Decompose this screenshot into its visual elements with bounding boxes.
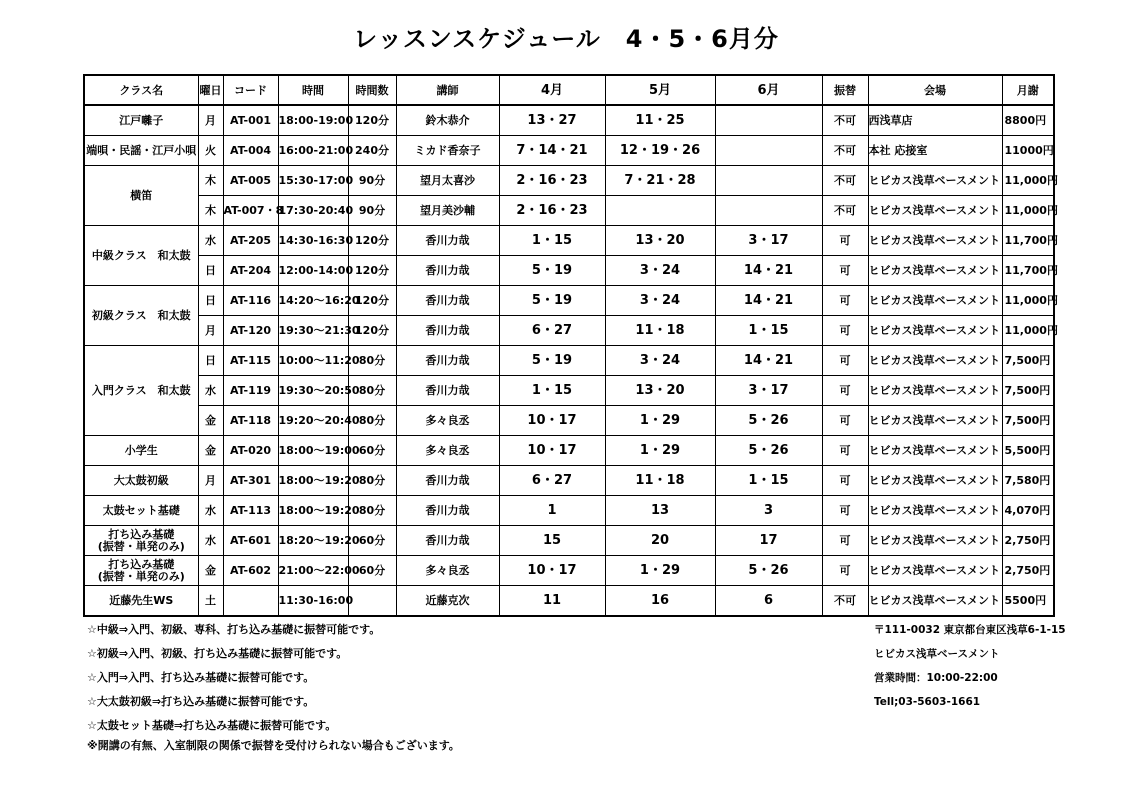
class-note: (振替・単発のみ) bbox=[97, 569, 185, 583]
teacher-cell: 香川力哉 bbox=[396, 526, 499, 556]
hours-cell: 60分 bbox=[348, 556, 396, 586]
transfer-cell: 可 bbox=[822, 376, 868, 406]
class-name-cell: 初級クラス 和太鼓 bbox=[84, 286, 198, 346]
table-row bbox=[84, 526, 1054, 556]
note-item: ☆初級⇒入門、初級、打ち込み基礎に振替可能です。 bbox=[87, 647, 348, 660]
transfer-cell: 不可 bbox=[822, 136, 868, 166]
may-dates: 13・20 bbox=[605, 376, 715, 406]
schedule-body bbox=[84, 105, 1058, 616]
may-dates: 1・29 bbox=[605, 556, 715, 586]
april-dates: 5・19 bbox=[499, 346, 605, 376]
class-name-cell: 太鼓セット基礎 bbox=[84, 496, 198, 526]
day-cell: 木 bbox=[198, 196, 223, 226]
april-dates: 10・17 bbox=[499, 406, 605, 436]
transfer-cell: 可 bbox=[822, 286, 868, 316]
code-cell: AT-602 bbox=[223, 556, 278, 586]
code-cell: AT-120 bbox=[223, 316, 278, 346]
notes-list bbox=[87, 622, 460, 762]
header-time: 時間 bbox=[278, 75, 348, 105]
day-cell: 日 bbox=[198, 286, 223, 316]
venue-cell: 本社 応接室 bbox=[868, 136, 1002, 166]
code-cell: AT-205 bbox=[223, 226, 278, 256]
april-dates: 5・19 bbox=[499, 286, 605, 316]
class-name-cell: 近藤先生WS bbox=[84, 586, 198, 617]
april-dates: 2・16・23 bbox=[499, 166, 605, 196]
hours-cell: 90分 bbox=[348, 166, 396, 196]
transfer-cell: 可 bbox=[822, 496, 868, 526]
teacher-cell: 香川力哉 bbox=[396, 376, 499, 406]
april-dates: 6・27 bbox=[499, 466, 605, 496]
code-cell: AT-004 bbox=[223, 136, 278, 166]
teacher-cell: 香川力哉 bbox=[396, 316, 499, 346]
table-row bbox=[84, 196, 1054, 226]
table-row bbox=[84, 136, 1054, 166]
april-dates: 1・15 bbox=[499, 376, 605, 406]
code-cell: AT-005 bbox=[223, 166, 278, 196]
april-dates: 5・19 bbox=[499, 256, 605, 286]
june-dates: 1・15 bbox=[715, 316, 822, 346]
hours-cell: 240分 bbox=[348, 136, 396, 166]
june-dates bbox=[715, 105, 822, 136]
time-cell: 21:00～22:00 bbox=[278, 556, 348, 586]
venue-cell: ヒビカス浅草ベースメント bbox=[868, 466, 1002, 496]
day-cell: 水 bbox=[198, 226, 223, 256]
may-dates: 7・21・28 bbox=[605, 166, 715, 196]
venue-cell: ヒビカス浅草ベースメント bbox=[868, 256, 1002, 286]
june-dates: 14・21 bbox=[715, 346, 822, 376]
class-name-cell bbox=[84, 556, 198, 586]
fee-cell: 11,000円 bbox=[1002, 196, 1054, 226]
code-cell: AT-113 bbox=[223, 496, 278, 526]
day-cell: 金 bbox=[198, 556, 223, 586]
teacher-cell: 香川力哉 bbox=[396, 286, 499, 316]
venue-cell: 西浅草店 bbox=[868, 105, 1002, 136]
fee-cell: 8800円 bbox=[1002, 105, 1054, 136]
header-day: 曜日 bbox=[198, 75, 223, 105]
teacher-cell: 香川力哉 bbox=[396, 466, 499, 496]
venue-cell: ヒビカス浅草ベースメント bbox=[868, 286, 1002, 316]
june-dates: 14・21 bbox=[715, 256, 822, 286]
day-cell: 金 bbox=[198, 436, 223, 466]
time-cell: 14:30-16:30 bbox=[278, 226, 348, 256]
header-code: コード bbox=[223, 75, 278, 105]
table-row bbox=[84, 556, 1054, 586]
business-hours: 営業時間：10:00-22:00 bbox=[874, 672, 998, 684]
transfer-cell: 可 bbox=[822, 526, 868, 556]
header-april: 4月 bbox=[499, 75, 605, 105]
table-row bbox=[84, 105, 1054, 136]
day-cell: 日 bbox=[198, 346, 223, 376]
teacher-cell: 香川力哉 bbox=[396, 256, 499, 286]
may-dates: 11・25 bbox=[605, 105, 715, 136]
time-cell: 10:00～11:20 bbox=[278, 346, 348, 376]
table-row bbox=[84, 316, 1054, 346]
venue-cell: ヒビカス浅草ベースメント bbox=[868, 196, 1002, 226]
venue-cell: ヒビカス浅草ベースメント bbox=[868, 346, 1002, 376]
june-dates: 5・26 bbox=[715, 406, 822, 436]
note-item: ☆中級⇒入門、初級、専科、打ち込み基礎に振替可能です。 bbox=[87, 623, 381, 636]
day-cell: 火 bbox=[198, 136, 223, 166]
time-cell: 18:00～19:20 bbox=[278, 496, 348, 526]
day-cell: 水 bbox=[198, 526, 223, 556]
table-row bbox=[84, 286, 1054, 316]
venue-cell: ヒビカス浅草ベースメント bbox=[868, 526, 1002, 556]
june-dates: 3 bbox=[715, 496, 822, 526]
teacher-cell: 香川力哉 bbox=[396, 346, 499, 376]
note-item: ☆入門⇒入門、打ち込み基礎に振替可能です。 bbox=[87, 671, 315, 684]
may-dates: 3・24 bbox=[605, 256, 715, 286]
fee-cell: 7,500円 bbox=[1002, 376, 1054, 406]
transfer-cell: 可 bbox=[822, 436, 868, 466]
may-dates: 3・24 bbox=[605, 286, 715, 316]
time-cell: 19:30～21:30 bbox=[278, 316, 348, 346]
hours-cell bbox=[348, 586, 396, 617]
time-cell: 11:30-16:00 bbox=[278, 586, 348, 617]
day-cell: 月 bbox=[198, 316, 223, 346]
schedule-table bbox=[83, 74, 1058, 617]
june-dates: 17 bbox=[715, 526, 822, 556]
time-cell: 18:20～19:20 bbox=[278, 526, 348, 556]
june-dates bbox=[715, 196, 822, 226]
code-cell: AT-020 bbox=[223, 436, 278, 466]
venue-cell: ヒビカス浅草ベースメント bbox=[868, 376, 1002, 406]
code-cell: AT-301 bbox=[223, 466, 278, 496]
venue-cell: ヒビカス浅草ベースメント bbox=[868, 556, 1002, 586]
venue-name: ヒビカス浅草ベースメント bbox=[874, 648, 1000, 660]
teacher-cell: 近藤克次 bbox=[396, 586, 499, 617]
venue-cell: ヒビカス浅草ベースメント bbox=[868, 316, 1002, 346]
may-dates: 13 bbox=[605, 496, 715, 526]
transfer-cell: 不可 bbox=[822, 586, 868, 617]
day-cell: 水 bbox=[198, 376, 223, 406]
teacher-cell: 香川力哉 bbox=[396, 496, 499, 526]
fee-cell: 4,070円 bbox=[1002, 496, 1054, 526]
code-cell: AT-204 bbox=[223, 256, 278, 286]
transfer-cell: 可 bbox=[822, 256, 868, 286]
april-dates: 10・17 bbox=[499, 436, 605, 466]
hours-cell: 120分 bbox=[348, 286, 396, 316]
table-row bbox=[84, 436, 1054, 466]
may-dates: 1・29 bbox=[605, 436, 715, 466]
may-dates: 11・18 bbox=[605, 466, 715, 496]
class-name-cell: 中級クラス 和太鼓 bbox=[84, 226, 198, 286]
note-item: ※開講の有無、入室制限の関係で振替を受付けられない場合もございます。 bbox=[87, 739, 460, 752]
header-class: クラス名 bbox=[84, 75, 198, 105]
may-dates: 13・20 bbox=[605, 226, 715, 256]
day-cell: 木 bbox=[198, 166, 223, 196]
april-dates: 6・27 bbox=[499, 316, 605, 346]
code-cell bbox=[223, 586, 278, 617]
june-dates: 5・26 bbox=[715, 556, 822, 586]
code-cell: AT-118 bbox=[223, 406, 278, 436]
venue-cell: ヒビカス浅草ベースメント bbox=[868, 226, 1002, 256]
venue-cell: ヒビカス浅草ベースメント bbox=[868, 436, 1002, 466]
june-dates: 3・17 bbox=[715, 376, 822, 406]
time-cell: 18:00-19:00 bbox=[278, 105, 348, 136]
june-dates: 1・15 bbox=[715, 466, 822, 496]
time-cell: 17:30-20:40 bbox=[278, 196, 348, 226]
april-dates: 1 bbox=[499, 496, 605, 526]
hours-cell: 90分 bbox=[348, 196, 396, 226]
hours-cell: 80分 bbox=[348, 466, 396, 496]
june-dates: 5・26 bbox=[715, 436, 822, 466]
fee-cell: 11,000円 bbox=[1002, 166, 1054, 196]
april-dates: 7・14・21 bbox=[499, 136, 605, 166]
day-cell: 土 bbox=[198, 586, 223, 617]
transfer-cell: 不可 bbox=[822, 105, 868, 136]
table-row bbox=[84, 586, 1054, 617]
table-row bbox=[84, 166, 1054, 196]
teacher-cell: 多々良丞 bbox=[396, 406, 499, 436]
class-note: (振替・単発のみ) bbox=[97, 539, 185, 553]
code-cell: AT-116 bbox=[223, 286, 278, 316]
code-cell: AT-115 bbox=[223, 346, 278, 376]
time-cell: 19:30～20:50 bbox=[278, 376, 348, 406]
april-dates: 11 bbox=[499, 586, 605, 617]
may-dates bbox=[605, 196, 715, 226]
fee-cell: 2,750円 bbox=[1002, 526, 1054, 556]
table-row bbox=[84, 466, 1054, 496]
april-dates: 1・15 bbox=[499, 226, 605, 256]
hours-cell: 120分 bbox=[348, 226, 396, 256]
table-row bbox=[84, 406, 1054, 436]
header-row bbox=[84, 75, 1054, 105]
header-fee: 月謝 bbox=[1002, 75, 1054, 105]
day-cell: 金 bbox=[198, 406, 223, 436]
day-cell: 月 bbox=[198, 466, 223, 496]
class-name: 打ち込み基礎 bbox=[108, 527, 175, 541]
transfer-cell: 不可 bbox=[822, 166, 868, 196]
teacher-cell: 望月太喜沙 bbox=[396, 166, 499, 196]
hours-cell: 80分 bbox=[348, 346, 396, 376]
june-dates: 3・17 bbox=[715, 226, 822, 256]
fee-cell: 7,500円 bbox=[1002, 346, 1054, 376]
hours-cell: 80分 bbox=[348, 406, 396, 436]
hours-cell: 120分 bbox=[348, 105, 396, 136]
class-name-cell: 入門クラス 和太鼓 bbox=[84, 346, 198, 436]
class-name-cell: 横笛 bbox=[84, 166, 198, 226]
header-venue: 会場 bbox=[868, 75, 1002, 105]
hours-cell: 60分 bbox=[348, 436, 396, 466]
header-transfer: 振替 bbox=[822, 75, 868, 105]
fee-cell: 11,700円 bbox=[1002, 226, 1054, 256]
transfer-cell: 可 bbox=[822, 466, 868, 496]
day-cell: 水 bbox=[198, 496, 223, 526]
time-cell: 19:20～20:40 bbox=[278, 406, 348, 436]
may-dates: 11・18 bbox=[605, 316, 715, 346]
april-dates: 10・17 bbox=[499, 556, 605, 586]
teacher-cell: 香川力哉 bbox=[396, 226, 499, 256]
time-cell: 16:00-21:00 bbox=[278, 136, 348, 166]
header-teacher: 講師 bbox=[396, 75, 499, 105]
transfer-cell: 可 bbox=[822, 406, 868, 436]
address: 〒111-0032 東京都台東区浅草6-1-15 bbox=[874, 624, 1066, 636]
venue-cell: ヒビカス浅草ベースメント bbox=[868, 166, 1002, 196]
teacher-cell: ミカド香奈子 bbox=[396, 136, 499, 166]
header-hours: 時間数 bbox=[348, 75, 396, 105]
time-cell: 15:30-17:00 bbox=[278, 166, 348, 196]
teacher-cell: 鈴木恭介 bbox=[396, 105, 499, 136]
may-dates: 16 bbox=[605, 586, 715, 617]
fee-cell: 2,750円 bbox=[1002, 556, 1054, 586]
class-name-cell: 大太鼓初級 bbox=[84, 466, 198, 496]
class-name-cell: 江戸囃子 bbox=[84, 105, 198, 136]
table-row bbox=[84, 376, 1054, 406]
code-cell: AT-119 bbox=[223, 376, 278, 406]
table-row bbox=[84, 346, 1054, 376]
fee-cell: 7,580円 bbox=[1002, 466, 1054, 496]
time-cell: 12:00-14:00 bbox=[278, 256, 348, 286]
fee-cell: 11000円 bbox=[1002, 136, 1054, 166]
code-cell: AT-007・8 bbox=[223, 196, 278, 226]
june-dates bbox=[715, 136, 822, 166]
fee-cell: 5500円 bbox=[1002, 586, 1054, 617]
may-dates: 3・24 bbox=[605, 346, 715, 376]
time-cell: 18:00～19:20 bbox=[278, 466, 348, 496]
venue-cell: ヒビカス浅草ベースメント bbox=[868, 496, 1002, 526]
hours-cell: 120分 bbox=[348, 256, 396, 286]
note-item: ☆大太鼓初級⇒打ち込み基礎に振替可能です。 bbox=[87, 695, 315, 708]
telephone: Tell;03-5603-1661 bbox=[874, 696, 981, 708]
hours-cell: 120分 bbox=[348, 316, 396, 346]
teacher-cell: 望月美沙輔 bbox=[396, 196, 499, 226]
table-row bbox=[84, 496, 1054, 526]
venue-cell: ヒビカス浅草ベースメント bbox=[868, 406, 1002, 436]
code-cell: AT-001 bbox=[223, 105, 278, 136]
transfer-cell: 可 bbox=[822, 316, 868, 346]
fee-cell: 11,700円 bbox=[1002, 256, 1054, 286]
hours-cell: 60分 bbox=[348, 526, 396, 556]
transfer-cell: 可 bbox=[822, 346, 868, 376]
fee-cell: 7,500円 bbox=[1002, 406, 1054, 436]
hours-cell: 80分 bbox=[348, 496, 396, 526]
class-name-cell: 小学生 bbox=[84, 436, 198, 466]
page-title: レッスンスケジュール 4・5・6月分 bbox=[353, 25, 779, 53]
day-cell: 日 bbox=[198, 256, 223, 286]
may-dates: 20 bbox=[605, 526, 715, 556]
april-dates: 15 bbox=[499, 526, 605, 556]
teacher-cell: 多々良丞 bbox=[396, 436, 499, 466]
table-row bbox=[84, 226, 1054, 256]
class-name: 打ち込み基礎 bbox=[108, 557, 175, 571]
transfer-cell: 不可 bbox=[822, 196, 868, 226]
april-dates: 13・27 bbox=[499, 105, 605, 136]
header-june: 6月 bbox=[715, 75, 822, 105]
june-dates: 14・21 bbox=[715, 286, 822, 316]
april-dates: 2・16・23 bbox=[499, 196, 605, 226]
transfer-cell: 可 bbox=[822, 226, 868, 256]
contact-info bbox=[874, 622, 1066, 718]
header-may: 5月 bbox=[605, 75, 715, 105]
may-dates: 12・19・26 bbox=[605, 136, 715, 166]
fee-cell: 5,500円 bbox=[1002, 436, 1054, 466]
transfer-cell: 可 bbox=[822, 556, 868, 586]
teacher-cell: 多々良丞 bbox=[396, 556, 499, 586]
code-cell: AT-601 bbox=[223, 526, 278, 556]
fee-cell: 11,000円 bbox=[1002, 316, 1054, 346]
fee-cell: 11,000円 bbox=[1002, 286, 1054, 316]
class-name-cell bbox=[84, 526, 198, 556]
time-cell: 14:20～16:20 bbox=[278, 286, 348, 316]
day-cell: 月 bbox=[198, 105, 223, 136]
june-dates: 6 bbox=[715, 586, 822, 617]
hours-cell: 80分 bbox=[348, 376, 396, 406]
note-item: ☆太鼓セット基礎⇒打ち込み基礎に振替可能です。 bbox=[87, 719, 337, 732]
table-row bbox=[84, 256, 1054, 286]
may-dates: 1・29 bbox=[605, 406, 715, 436]
time-cell: 18:00～19:00 bbox=[278, 436, 348, 466]
class-name-cell: 端唄・民謡・江戸小唄 bbox=[84, 136, 198, 166]
venue-cell: ヒビカス浅草ベースメント bbox=[868, 586, 1002, 617]
june-dates bbox=[715, 166, 822, 196]
